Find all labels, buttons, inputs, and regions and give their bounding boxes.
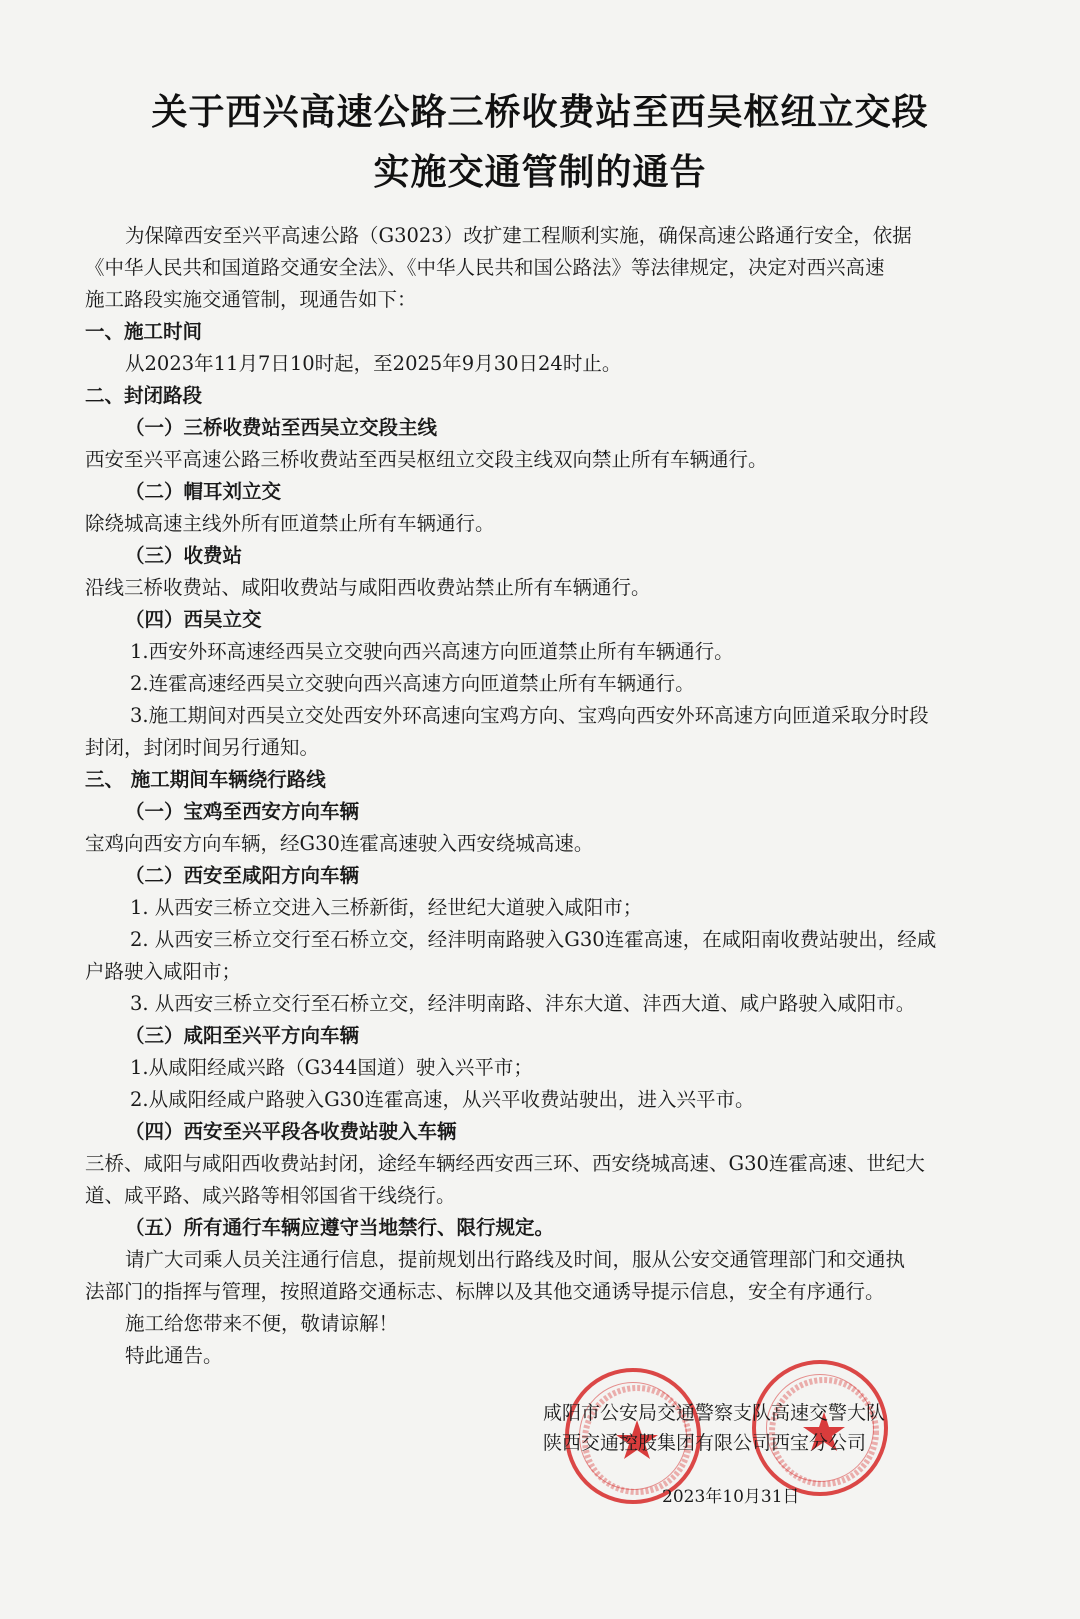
- notice-date: 2023年10月31日: [662, 1487, 800, 1507]
- toll-station-vehicles-line2: 道、咸平路、咸兴路等相邻国省干线绕行。: [85, 1184, 456, 1207]
- subheading-xianyang-to-xingping: （三）咸阳至兴平方向车辆: [125, 1024, 360, 1047]
- intro-line1: 为保障西安至兴平高速公路（G3023）改扩建工程顺利实施，确保高速公路通行安全，依据: [125, 224, 912, 247]
- section-heading-construction-time: 一、施工时间: [85, 320, 203, 343]
- toll-station-vehicles-line1: 三桥、咸阳与咸阳西收费站封闭，途经车辆经西安西三环、西安绕城高速、G30连霍高速、世纪大: [85, 1152, 925, 1175]
- document-title-line2: 实施交通管制的通告: [373, 151, 707, 193]
- subheading-xian-to-xianyang: （二）西安至咸阳方向车辆: [125, 864, 360, 887]
- xian-to-xianyang-item-2-line1: 2. 从西安三桥立交行至石桥立交，经沣明南路驶入G30连霍高速，在咸阳南收费站驶出，经咸: [130, 928, 937, 951]
- notice-closing-text: 特此通告。: [125, 1344, 223, 1367]
- subheading-toll-stations: （三）收费站: [125, 544, 243, 567]
- subheading-maoerliu-interchange: （二）帽耳刘立交: [125, 480, 282, 503]
- baoji-to-xian-text: 宝鸡向西安方向车辆，经G30连霍高速驶入西安绕城高速。: [85, 832, 594, 855]
- xian-to-xianyang-item-2-line2: 户路驶入咸阳市；: [85, 960, 242, 983]
- subheading-xiwu-interchange: （四）西吴立交: [125, 608, 262, 631]
- subheading-sanqiao-mainline: （一）三桥收费站至西吴立交段主线: [125, 416, 438, 439]
- subheading-baoji-to-xian: （一）宝鸡至西安方向车辆: [125, 800, 360, 823]
- section-heading-detour-routes: 三、 施工期间车辆绕行路线: [85, 768, 326, 791]
- construction-time-text: 从2023年11月7日10时起，至2025年9月30日24时止。: [125, 352, 622, 375]
- subheading-traffic-rules: （五）所有通行车辆应遵守当地禁行、限行规定。: [125, 1216, 555, 1239]
- xiwu-item-3-line2: 封闭，封闭时间另行通知。: [85, 736, 320, 759]
- xiwu-item-2: 2.连霍高速经西吴立交驶向西兴高速方向匝道禁止所有车辆通行。: [130, 672, 695, 695]
- xian-to-xianyang-item-1: 1. 从西安三桥立交进入三桥新街，经世纪大道驶入咸阳市；: [130, 896, 643, 919]
- closing-paragraph-line1: 请广大司乘人员关注通行信息，提前规划出行路线及时间，服从公安交通管理部门和交通执: [125, 1248, 906, 1271]
- xiwu-item-1: 1.西安外环高速经西吴立交驶向西兴高速方向匝道禁止所有车辆通行。: [130, 640, 734, 663]
- signature-org-police: 咸阳市公安局交通警察支队高速交警大队: [543, 1402, 886, 1424]
- section-heading-closed-sections: 二、封闭路段: [85, 384, 203, 407]
- sanqiao-mainline-text: 西安至兴平高速公路三桥收费站至西吴枢纽立交段主线双向禁止所有车辆通行。: [85, 448, 768, 471]
- xiwu-item-3-line1: 3.施工期间对西吴立交处西安外环高速向宝鸡方向、宝鸡向西安外环高速方向匝道采取分时段: [130, 704, 929, 727]
- toll-stations-text: 沿线三桥收费站、咸阳收费站与咸阳西收费站禁止所有车辆通行。: [85, 576, 651, 599]
- signature-org-company: 陕西交通控股集团有限公司西宝分公司: [543, 1432, 867, 1454]
- xian-to-xianyang-item-3: 3. 从西安三桥立交行至石桥立交，经沣明南路、沣东大道、沣西大道、咸户路驶入咸阳市。: [130, 992, 916, 1015]
- maoerliu-interchange-text: 除绕城高速主线外所有匝道禁止所有车辆通行。: [85, 512, 495, 535]
- intro-line2: 《中华人民共和国道路交通安全法》、《中华人民共和国公路法》等法律规定，决定对西兴高速: [85, 256, 885, 279]
- document-title-line1: 关于西兴高速公路三桥收费站至西吴枢纽立交段: [151, 91, 929, 133]
- xianyang-to-xingping-item-1: 1.从咸阳经咸兴路（G344国道）驶入兴平市；: [130, 1056, 533, 1079]
- xianyang-to-xingping-item-2: 2.从咸阳经咸户路驶入G30连霍高速，从兴平收费站驶出，进入兴平市。: [130, 1088, 755, 1111]
- closing-paragraph-line2: 法部门的指挥与管理，按照道路交通标志、标牌以及其他交通诱导提示信息，安全有序通行。: [85, 1280, 885, 1303]
- apology-text: 施工给您带来不便，敬请谅解！: [125, 1312, 399, 1335]
- subheading-toll-station-vehicles: （四）西安至兴平段各收费站驶入车辆: [125, 1120, 457, 1143]
- intro-line3: 施工路段实施交通管制，现通告如下：: [85, 288, 417, 311]
- company-official-seal: [752, 1360, 888, 1496]
